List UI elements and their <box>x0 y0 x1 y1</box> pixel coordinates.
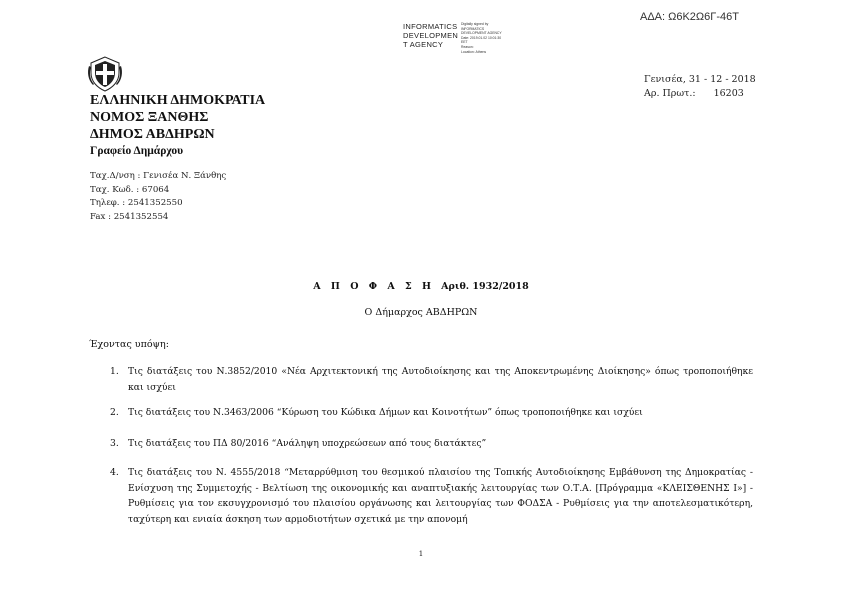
signature-detail-line: Location: Athens <box>461 49 487 54</box>
list-item-number: 2. <box>110 407 119 418</box>
signature-agency-line: INFORMATICS <box>403 22 458 31</box>
list-item <box>110 364 753 395</box>
signature-detail-line: Digitally signed by <box>461 22 489 26</box>
signature-detail-line: EET <box>461 40 468 45</box>
signature-agency-line: T AGENCY <box>403 40 444 49</box>
prefecture-name: ΝΟΜΟΣ ΞΑΝΘΗΣ <box>90 110 209 125</box>
contact-phone: Τηλεφ. : 2541352550 <box>90 198 183 208</box>
page-number: 1 <box>418 550 424 558</box>
list-item-text: Τις διατάξεις του ΠΔ 80/2016 “Ανάληψη υποχρεώσεων από τους διατάκτες” <box>128 438 487 449</box>
protocol-number: 16203 <box>713 88 744 99</box>
signature-detail-line: Reason: <box>461 44 474 49</box>
protocol-label: Αρ. Πρωτ.: <box>644 88 696 99</box>
issuer-header <box>90 92 265 160</box>
date-block <box>644 73 756 101</box>
greek-emblem-icon <box>85 54 125 94</box>
digital-signature-details <box>461 22 502 54</box>
decision-number: Αριθ. 1932/2018 <box>441 281 529 292</box>
signature-agency-line: DEVELOPMEN <box>403 31 459 40</box>
protocol-line <box>644 87 756 101</box>
list-item <box>110 465 753 527</box>
document-date: Γενισέα, 31 - 12 - 2018 <box>644 74 756 85</box>
ada-code: ΑΔΑ: Ω6Κ2Ω6Γ-46Τ <box>640 11 739 23</box>
list-item-text: Τις διατάξεις του Ν.3852/2010 «Νέα Αρχιτεκτονική της Αυτοδιοίκησης και της Αποκεντρωμένης Διοίκησης» όπως τροποποιήθηκε και ισχύει <box>128 366 753 393</box>
contact-block <box>90 170 226 224</box>
list-item-text: Τις διατάξεις του Ν.3463/2006 “Κύρωση του Κώδικα Δήμων και Κοινοτήτων” όπως τροποποιήθηκε και ισχύει <box>128 407 643 418</box>
list-item <box>110 405 753 421</box>
municipality-name: ΔΗΜΟΣ ΑΒΔΗΡΩΝ <box>90 127 215 142</box>
office-name: Γραφείο Δημάρχου <box>90 145 184 157</box>
decision-word: Α Π Ο Φ Α Σ Η <box>313 281 435 292</box>
contact-postal-code: Ταχ. Κωδ. : 67064 <box>90 184 170 195</box>
signature-detail-line: DEVELOPMENT AGENCY <box>461 31 502 36</box>
list-item-number: 4. <box>110 467 119 478</box>
list-item <box>110 436 753 452</box>
signature-detail-line: Date: 2019.01.02 10:01:30 <box>461 35 502 40</box>
decision-title <box>0 281 842 292</box>
having-in-mind: Έχοντας υπόψη: <box>89 339 169 350</box>
list-item-text: Τις διατάξεις του Ν. 4555/2018 “Μεταρρύθμιση του θεσμικού πλαισίου της Τοπικής Αυτοδιοίκησης Εμβάθυνση της Δημοκρατίας - Ενίσχυση της Συμμετοχής - Βελτίωση της οικονομικής και αναπτυξιακής λειτουργίας των Ο.Τ.Α. [Πρόγραμμα «ΚΛΕΙΣΘΕΝΗΣ Ι»] - Ρυθμίσεις για τον εκσυγχρονισμό του πλαισίου οργάνωσης και λειτουργίας των ΦΟΔΣΑ - Ρυθμίσεις για την αποτελεσματικότερη, ταχύτερη και ενιαία άσκηση των αρμοδιοτήτων σχετικά με την απονομή <box>128 467 753 525</box>
list-item-number: 1. <box>110 366 119 377</box>
signature-detail-line: INFORMATICS <box>461 26 485 31</box>
republic-name: ΕΛΛΗΝΙΚΗ ΔΗΜΟΚΡΑΤΙΑ <box>90 93 266 108</box>
decision-subtitle: Ο Δήμαρχος ΑΒΔΗΡΩΝ <box>364 307 478 318</box>
contact-fax: Fax : 2541352554 <box>90 211 169 222</box>
list-item-number: 3. <box>110 438 119 449</box>
contact-address: Ταχ.Δ/νση : Γενισέα Ν. Ξάνθης <box>90 171 227 181</box>
signature-agency-label <box>403 22 458 49</box>
